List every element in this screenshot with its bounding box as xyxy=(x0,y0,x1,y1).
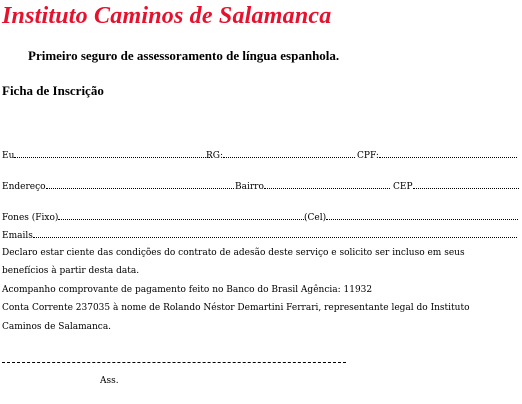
endereco-field[interactable] xyxy=(46,178,234,189)
form-row-emails xyxy=(2,227,520,241)
declaration-line-2: benefícios à partir desta data. xyxy=(2,266,140,276)
form-row-identity xyxy=(2,147,520,161)
rg-label: RG: xyxy=(206,151,223,161)
cel-field[interactable] xyxy=(326,209,518,220)
emails-field[interactable] xyxy=(33,227,517,238)
rg-field[interactable] xyxy=(223,147,355,158)
signature-line[interactable] xyxy=(2,362,346,363)
bairro-field[interactable] xyxy=(264,178,390,189)
institute-subtitle: Primeiro seguro de assessoramento de língua espanhola. xyxy=(28,48,340,63)
emails-label: Emails xyxy=(2,231,33,241)
eu-label: Eu xyxy=(2,151,15,161)
eu-field[interactable] xyxy=(14,147,210,158)
declaration-line-1: Declaro estar ciente das condições do contrato de adesão deste serviço e solicito ser incluso em seus xyxy=(2,248,465,258)
cep-label: CEP xyxy=(393,182,413,192)
account-line-1: Conta Corrente 237035 à nome de Rolando Néstor Demartini Ferrari, representante legal do Instituto xyxy=(2,303,470,313)
form-section-title: Ficha de Inscrição xyxy=(2,83,104,98)
fones-label: Fones (Fixo) xyxy=(2,213,59,223)
bairro-label: Bairro xyxy=(235,182,264,192)
cep-field[interactable] xyxy=(413,178,519,189)
cpf-field[interactable] xyxy=(379,147,517,158)
form-row-address xyxy=(2,178,520,192)
endereco-label: Endereço xyxy=(2,182,46,192)
payment-line: Acompanho comprovante de pagamento feito no Banco do Brasil Agência: 11932 xyxy=(2,285,373,295)
cel-label: (Cel) xyxy=(304,213,327,223)
institute-title: Instituto Caminos de Salamanca xyxy=(2,3,332,29)
account-line-2: Caminos de Salamanca. xyxy=(2,322,112,332)
signature-label: Ass. xyxy=(100,376,119,386)
fones-field[interactable] xyxy=(58,209,306,220)
cpf-label: CPF: xyxy=(357,151,379,161)
form-row-phones xyxy=(2,209,520,223)
